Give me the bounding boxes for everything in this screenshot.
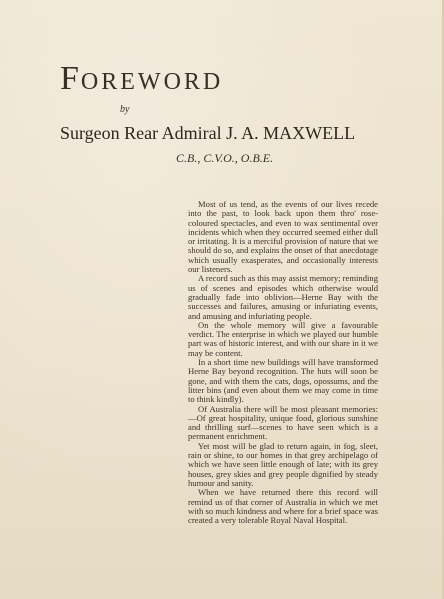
page-title-initial: F [60,60,81,97]
paragraph-6: Yet most will be glad to return again, in fog, sleet, rain or shine, to our homes in that grey archipelago of which we have seen little enough of late; with its grey houses, grey skies and grey people dignified by steady humour and sanity. [188,440,378,488]
paragraph-2: A record such as this may assist memory; reminding us of scenes and episodes which otherwise would gradually fade into oblivion—Herne Bay with the successes and failures, amusing or infuriating events, and amusing and infuriating people. [188,273,378,321]
byline-by: by [120,104,130,115]
author-honours: C.B., C.V.O., O.B.E. [176,151,274,165]
foreword-body [188,200,378,525]
author-name: Surgeon Rear Admiral J. A. MAXWELL [60,123,356,143]
paragraph-4: In a short time new buildings will have transformed Herne Bay beyond recognition. The huts will soon be gone, and with them the cats, dogs, opossums, and the litter bins (and even about them we may come in time to think kindly). [188,357,378,405]
page-title-rest: OREWORD [80,69,224,95]
paragraph-3: On the whole memory will give a favourable verdict. The enterprise in which we played our humble part was of historic interest, and with our share in it we may be content. [188,319,378,358]
page-title [60,62,223,96]
paragraph-7: When we have returned there this record will remind us of that corner of Australia in which we met with so much kindness and where for a brief space was created a very tolerable Royal Naval Hospital. [188,487,378,526]
paragraph-5: Of Australia there will be most pleasant memories:—Of great hospitality, unique food, glorious sunshine and thrilling surf—scenes to have seen which is a permanent enrichment. [188,403,378,442]
paragraph-1: Most of us tend, as the events of our lives recede into the past, to look back upon them thro' rose-coloured spectacles, and even to wax sentimental over incidents which when they occurred seemed either dull or irritating. It is a merciful provision of nature that we should do so, and explains the onset of that anecdotage which usually exasperates, and occasionally interests our listeners. [188,199,378,275]
